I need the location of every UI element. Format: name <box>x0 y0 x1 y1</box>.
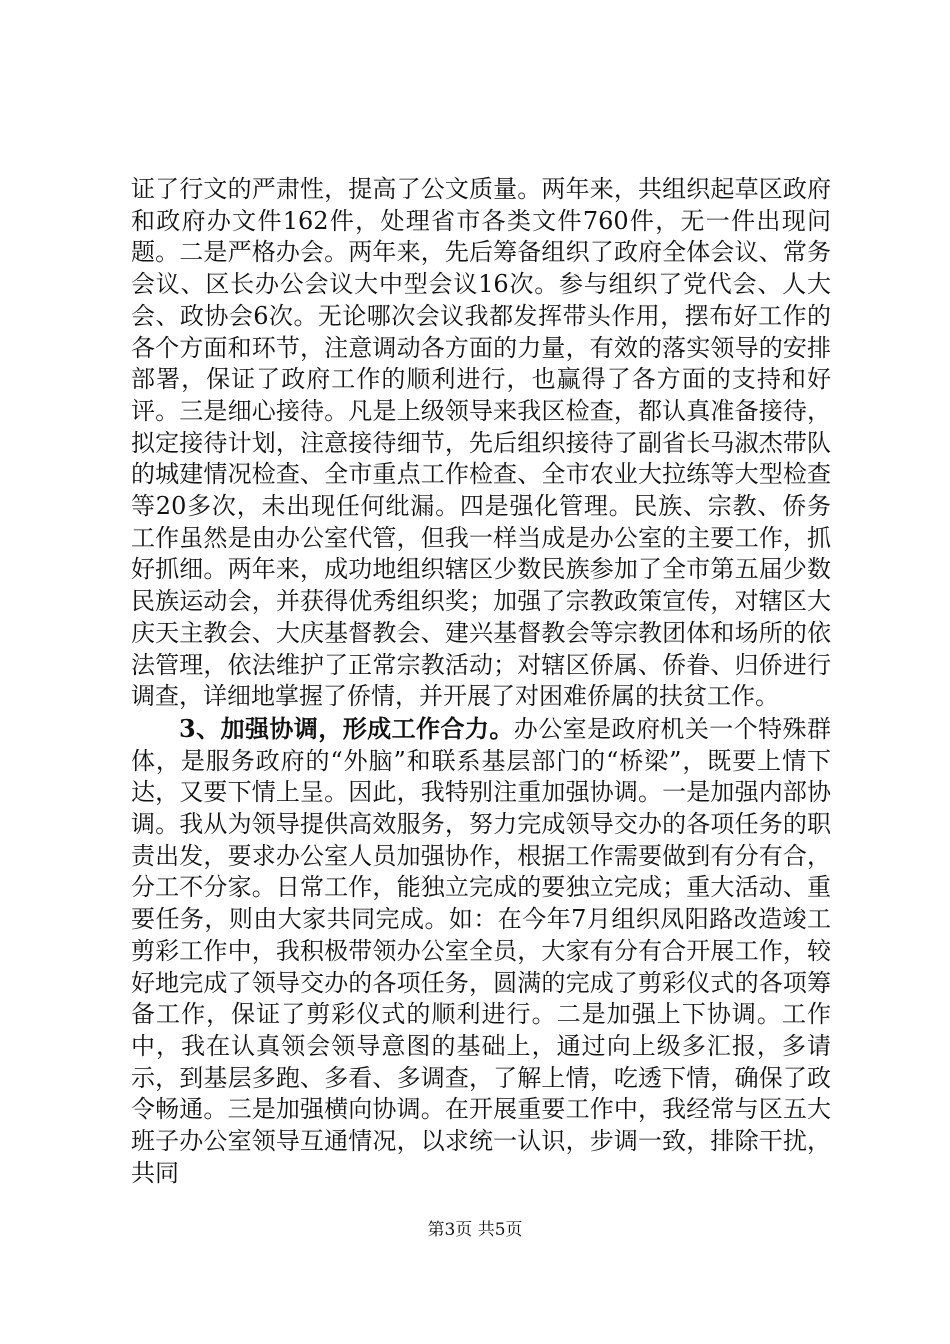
paragraph-2-text: 办公室是政府机关一个特殊群体，是服务政府的“外脑”和联系基层部门的“桥梁”，既要上情下达，又要下情上呈。因此，我特别注重加强协调。一是加强内部协调。我从为领导提供高效服务，努力完成领导交办的各项任务的职责出发，要求办公室人员加强协作，根据工作需要做到有分有合，分工不分家。日常工作，能独立完成的要独立完成；重大活动、重要任务，则由大家共同完成。如：在今年7月组织凤阳路改造竣工剪彩工作中，我积极带领办公室全员，大家有分有合开展工作，较好地完成了领导交办的各项任务，圆满的完成了剪彩仪式的各项筹备工作，保证了剪彩仪式的顺利进行。二是加强上下协调。工作中，我在认真领会领导意图的基础上，通过向上级多汇报，多请示，到基层多跑、多看、多调查，了解上情，吃透下情，确保了政令畅通。三是加强横向协调。在开展重要工作中，我经常与区五大班子办公室领导互通情况，以求统一认识，步调一致，排除干扰，共同 <box>131 714 831 1187</box>
paragraph-2-heading: 3、加强协调，形成工作合力。 <box>179 713 514 743</box>
paragraph-1 <box>131 174 831 713</box>
page-footer: 第3页 共5页 <box>427 1220 523 1240</box>
paragraph-1-text: 证了行文的严肃性，提高了公文质量。两年来，共组织起草区政府和政府办文件162件，处理省市各类文件760件，无一件出现问题。二是严格办会。两年来，先后筹备组织了政府全体会议、常务会议、区长办公会议大中型会议16次。参与组织了党代会、人大会、政协会6次。无论哪次会议我都发挥带头作用，摆布好工作的各个方面和环节，注意调动各方面的力量，有效的落实领导的安排部署，保证了政府工作的顺利进行，也赢得了各方面的支持和好评。三是细心接待。凡是上级领导来我区检查，都认真准备接待，拟定接待计划，注意接待细节，先后组织接待了副省长马淑杰带队的城建情况检查、全市重点工作检查、全市农业大拉练等大型检查等20多次，未出现任何纰漏。四是强化管理。民族、宗教、侨务工作虽然是由办公室代管，但我一样当成是办公室的主要工作，抓好抓细。两年来，成功地组织辖区少数民族参加了全市第五届少数民族运动会，并获得优秀组织奖；加强了宗教政策宣传，对辖区大庆天主教会、大庆基督教会、建兴基督教会等宗教团体和场所的依法管理，依法维护了正常宗教活动；对辖区侨属、侨眷、归侨进行调查，详细地掌握了侨情，并开展了对困难侨属的扶贫工作。 <box>131 175 831 711</box>
document-body <box>131 174 831 1190</box>
paragraph-2 <box>131 713 831 1190</box>
